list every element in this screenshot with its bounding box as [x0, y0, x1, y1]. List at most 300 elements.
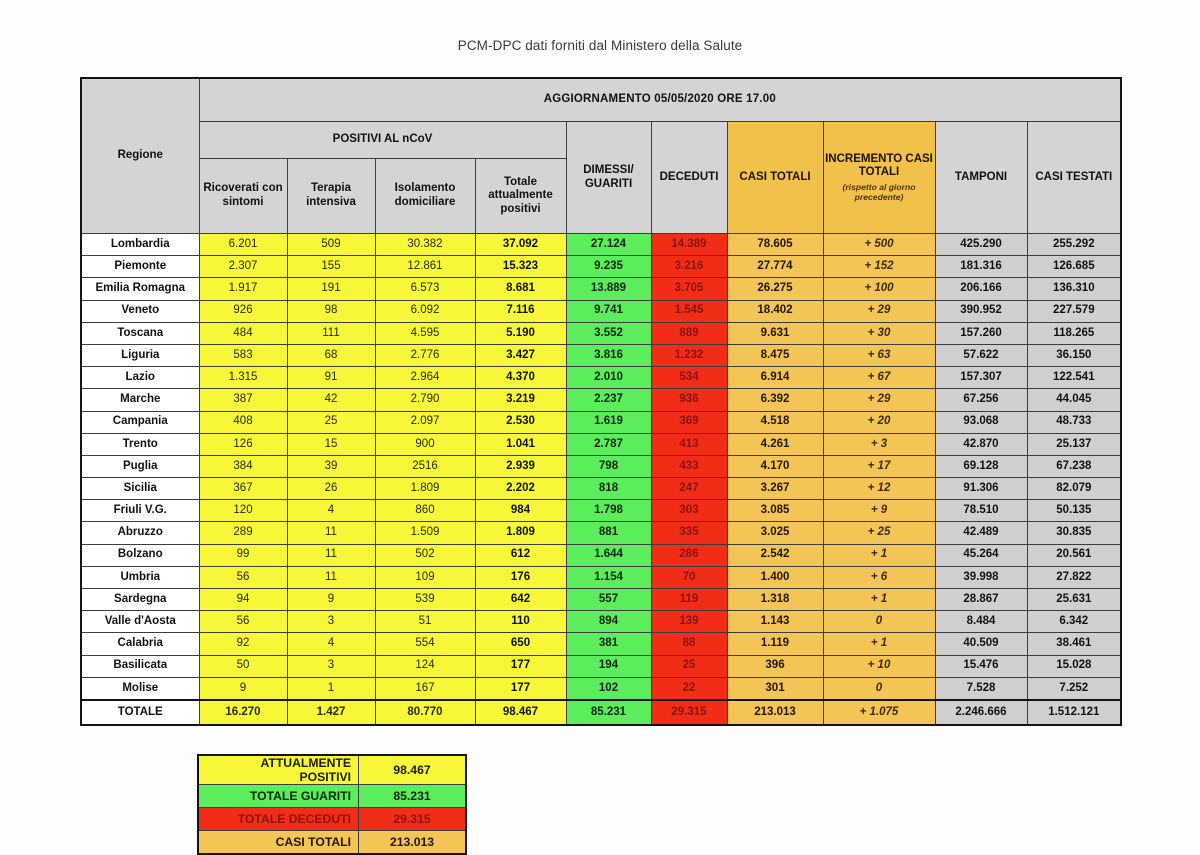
- header-tamponi: TAMPONI: [935, 122, 1027, 234]
- cell-deceduti: 534: [651, 367, 727, 389]
- cell-dimessi: 9.741: [566, 300, 651, 322]
- cell-terapia: 91: [287, 367, 375, 389]
- header-row-group: [81, 122, 1121, 159]
- cell-deceduti: 936: [651, 389, 727, 411]
- cell-isolamento: 124: [375, 655, 475, 677]
- cell-deceduti: 369: [651, 411, 727, 433]
- cell-casi-totali: 4.261: [727, 433, 823, 455]
- cell-dimessi: 381: [566, 633, 651, 655]
- cell-tamponi: 40.509: [935, 633, 1027, 655]
- cell-totale-positivi: 4.370: [475, 367, 566, 389]
- cell-tamponi: 91.306: [935, 478, 1027, 500]
- cell-casi-totali: 301: [727, 677, 823, 700]
- cell-terapia: 1: [287, 677, 375, 700]
- cell-deceduti: 286: [651, 544, 727, 566]
- cell-tamponi: 28.867: [935, 589, 1027, 611]
- summary-legend-body: [198, 755, 466, 854]
- cell-terapia: 68: [287, 344, 375, 366]
- cell-totale-positivi: 2.202: [475, 478, 566, 500]
- cell-isolamento: 30.382: [375, 234, 475, 256]
- legend-row: [198, 755, 466, 785]
- cell-dimessi: 27.124: [566, 234, 651, 256]
- cell-deceduti: 29.315: [651, 700, 727, 725]
- cell-terapia: 191: [287, 278, 375, 300]
- cell-incremento: + 10: [823, 655, 935, 677]
- cell-isolamento: 1.509: [375, 522, 475, 544]
- legend-value: 98.467: [359, 755, 467, 785]
- cell-isolamento: 2.776: [375, 344, 475, 366]
- cell-incremento: + 1: [823, 633, 935, 655]
- legend-row: [198, 807, 466, 830]
- cell-deceduti: 335: [651, 522, 727, 544]
- cell-tamponi: 425.290: [935, 234, 1027, 256]
- cell-terapia: 15: [287, 433, 375, 455]
- cell-dimessi: 557: [566, 589, 651, 611]
- cell-totale-positivi: 98.467: [475, 700, 566, 725]
- cell-casi-testati: 30.835: [1027, 522, 1121, 544]
- cell-dimessi: 2.010: [566, 367, 651, 389]
- cell-casi-testati: 82.079: [1027, 478, 1121, 500]
- cell-casi-testati: 15.028: [1027, 655, 1121, 677]
- cell-ricoverati: 6.201: [199, 234, 287, 256]
- cell-deceduti: 70: [651, 566, 727, 588]
- cell-casi-totali: 9.631: [727, 322, 823, 344]
- cell-incremento: + 9: [823, 500, 935, 522]
- cell-ricoverati: 120: [199, 500, 287, 522]
- cell-dimessi: 1.644: [566, 544, 651, 566]
- cell-regione: Abruzzo: [81, 522, 199, 544]
- cell-casi-testati: 38.461: [1027, 633, 1121, 655]
- header-totale-attualmente-positivi: Totale attualmente positivi: [475, 159, 566, 234]
- header-incremento: [823, 122, 935, 234]
- cell-regione: Valle d'Aosta: [81, 611, 199, 633]
- table-row: [81, 455, 1121, 477]
- cell-dimessi: 1.798: [566, 500, 651, 522]
- cell-deceduti: 413: [651, 433, 727, 455]
- cell-ricoverati: 408: [199, 411, 287, 433]
- cell-isolamento: 502: [375, 544, 475, 566]
- table-row: [81, 411, 1121, 433]
- header-group-positivi: POSITIVI AL nCoV: [199, 122, 566, 159]
- cell-regione: Sicilia: [81, 478, 199, 500]
- cell-isolamento: 167: [375, 677, 475, 700]
- cell-terapia: 11: [287, 522, 375, 544]
- cell-isolamento: 6.573: [375, 278, 475, 300]
- cell-terapia: 9: [287, 589, 375, 611]
- cell-ricoverati: 50: [199, 655, 287, 677]
- header-regione: Regione: [81, 78, 199, 234]
- cell-regione: Puglia: [81, 455, 199, 477]
- cell-totale-positivi: 176: [475, 566, 566, 588]
- cell-tamponi: 69.128: [935, 455, 1027, 477]
- table-row: [81, 677, 1121, 700]
- cell-casi-totali: 6.392: [727, 389, 823, 411]
- cell-deceduti: 889: [651, 322, 727, 344]
- cell-casi-totali: 4.518: [727, 411, 823, 433]
- cell-casi-testati: 118.265: [1027, 322, 1121, 344]
- cell-deceduti: 14.389: [651, 234, 727, 256]
- cell-tamponi: 157.260: [935, 322, 1027, 344]
- cell-isolamento: 12.861: [375, 256, 475, 278]
- cell-regione: Lazio: [81, 367, 199, 389]
- cell-deceduti: 3.705: [651, 278, 727, 300]
- cell-incremento: + 3: [823, 433, 935, 455]
- cell-ricoverati: 367: [199, 478, 287, 500]
- cell-dimessi: 13.889: [566, 278, 651, 300]
- cell-deceduti: 119: [651, 589, 727, 611]
- cell-totale-positivi: 3.427: [475, 344, 566, 366]
- cell-totale-positivi: 612: [475, 544, 566, 566]
- cell-casi-testati: 44.045: [1027, 389, 1121, 411]
- cell-terapia: 155: [287, 256, 375, 278]
- cell-terapia: 98: [287, 300, 375, 322]
- cell-totale-positivi: 1.809: [475, 522, 566, 544]
- cell-terapia: 111: [287, 322, 375, 344]
- cell-casi-testati: 67.238: [1027, 455, 1121, 477]
- cell-casi-totali: 2.542: [727, 544, 823, 566]
- legend-label: TOTALE DECEDUTI: [198, 807, 359, 830]
- header-casi-totali: CASI TOTALI: [727, 122, 823, 234]
- table-row: [81, 544, 1121, 566]
- cell-regione: Toscana: [81, 322, 199, 344]
- cell-casi-totali: 396: [727, 655, 823, 677]
- cell-isolamento: 4.595: [375, 322, 475, 344]
- cell-regione: Lombardia: [81, 234, 199, 256]
- cell-dimessi: 102: [566, 677, 651, 700]
- cell-ricoverati: 583: [199, 344, 287, 366]
- cell-terapia: 11: [287, 544, 375, 566]
- cell-ricoverati: 1.917: [199, 278, 287, 300]
- cell-incremento: 0: [823, 677, 935, 700]
- cell-terapia: 509: [287, 234, 375, 256]
- document-source-title: PCM-DPC dati forniti dal Ministero della Salute: [457, 38, 743, 53]
- cell-ricoverati: 9: [199, 677, 287, 700]
- cell-terapia: 3: [287, 611, 375, 633]
- cell-dimessi: 85.231: [566, 700, 651, 725]
- cell-incremento: + 63: [823, 344, 935, 366]
- cell-totale-positivi: 3.219: [475, 389, 566, 411]
- cell-casi-totali: 1.318: [727, 589, 823, 611]
- cell-tamponi: 206.166: [935, 278, 1027, 300]
- cell-dimessi: 194: [566, 655, 651, 677]
- cell-casi-totali: 1.143: [727, 611, 823, 633]
- table-row: [81, 655, 1121, 677]
- summary-legend-table: [197, 754, 467, 855]
- header-terapia-intensiva: Terapia intensiva: [287, 159, 375, 234]
- cell-casi-testati: 36.150: [1027, 344, 1121, 366]
- cell-incremento: + 12: [823, 478, 935, 500]
- header-ricoverati: Ricoverati con sintomi: [199, 159, 287, 234]
- cell-totale-positivi: 37.092: [475, 234, 566, 256]
- cell-totale-positivi: 1.041: [475, 433, 566, 455]
- cell-terapia: 42: [287, 389, 375, 411]
- legend-row: [198, 830, 466, 854]
- table-row: [81, 367, 1121, 389]
- main-table-container: [80, 77, 1120, 726]
- cell-regione: TOTALE: [81, 700, 199, 725]
- cell-dimessi: 1.619: [566, 411, 651, 433]
- legend-label: ATTUALMENTE POSITIVI: [198, 755, 359, 785]
- header-update-banner: AGGIORNAMENTO 05/05/2020 ORE 17.00: [199, 78, 1121, 122]
- cell-tamponi: 15.476: [935, 655, 1027, 677]
- cell-tamponi: 8.484: [935, 611, 1027, 633]
- cell-totale-positivi: 5.190: [475, 322, 566, 344]
- cell-incremento: + 30: [823, 322, 935, 344]
- cell-casi-testati: 25.631: [1027, 589, 1121, 611]
- table-row: [81, 566, 1121, 588]
- cell-tamponi: 67.256: [935, 389, 1027, 411]
- cell-casi-totali: 3.085: [727, 500, 823, 522]
- cell-isolamento: 2.097: [375, 411, 475, 433]
- cell-casi-testati: 50.135: [1027, 500, 1121, 522]
- cell-regione: Campania: [81, 411, 199, 433]
- cell-casi-totali: 18.402: [727, 300, 823, 322]
- cell-casi-testati: 255.292: [1027, 234, 1121, 256]
- cell-regione: Basilicata: [81, 655, 199, 677]
- table-row: [81, 589, 1121, 611]
- cell-tamponi: 181.316: [935, 256, 1027, 278]
- cell-isolamento: 554: [375, 633, 475, 655]
- cell-casi-totali: 3.025: [727, 522, 823, 544]
- cell-totale-positivi: 650: [475, 633, 566, 655]
- cell-dimessi: 1.154: [566, 566, 651, 588]
- cell-casi-testati: 6.342: [1027, 611, 1121, 633]
- cell-regione: Liguria: [81, 344, 199, 366]
- cell-isolamento: 80.770: [375, 700, 475, 725]
- cell-incremento: + 1.075: [823, 700, 935, 725]
- cell-incremento: + 6: [823, 566, 935, 588]
- cell-dimessi: 3.816: [566, 344, 651, 366]
- cell-terapia: 3: [287, 655, 375, 677]
- cell-totale-positivi: 984: [475, 500, 566, 522]
- cell-ricoverati: 126: [199, 433, 287, 455]
- legend-value: 85.231: [359, 784, 467, 807]
- cell-tamponi: 157.307: [935, 367, 1027, 389]
- cell-deceduti: 433: [651, 455, 727, 477]
- cell-casi-totali: 27.774: [727, 256, 823, 278]
- cell-dimessi: 2.237: [566, 389, 651, 411]
- cell-terapia: 4: [287, 500, 375, 522]
- cell-casi-testati: 48.733: [1027, 411, 1121, 433]
- cell-regione: Bolzano: [81, 544, 199, 566]
- header-isolamento-domiciliare: Isolamento domiciliare: [375, 159, 475, 234]
- cell-deceduti: 25: [651, 655, 727, 677]
- cell-ricoverati: 16.270: [199, 700, 287, 725]
- cell-isolamento: 539: [375, 589, 475, 611]
- cell-dimessi: 894: [566, 611, 651, 633]
- cell-ricoverati: 384: [199, 455, 287, 477]
- cell-regione: Trento: [81, 433, 199, 455]
- cell-incremento: + 20: [823, 411, 935, 433]
- table-row: [81, 433, 1121, 455]
- cell-ricoverati: 94: [199, 589, 287, 611]
- cell-ricoverati: 926: [199, 300, 287, 322]
- cell-totale-positivi: 2.530: [475, 411, 566, 433]
- cell-tamponi: 39.998: [935, 566, 1027, 588]
- cell-totale-positivi: 110: [475, 611, 566, 633]
- cell-casi-totali: 4.170: [727, 455, 823, 477]
- cell-deceduti: 1.232: [651, 344, 727, 366]
- cell-tamponi: 57.622: [935, 344, 1027, 366]
- cell-incremento: + 1: [823, 589, 935, 611]
- cell-regione: Calabria: [81, 633, 199, 655]
- cell-ricoverati: 289: [199, 522, 287, 544]
- table-row: [81, 633, 1121, 655]
- cell-isolamento: 6.092: [375, 300, 475, 322]
- table-row: [81, 278, 1121, 300]
- cell-ricoverati: 387: [199, 389, 287, 411]
- cell-incremento: 0: [823, 611, 935, 633]
- cell-deceduti: 22: [651, 677, 727, 700]
- header-incremento-label: INCREMENTO CASI TOTALI: [825, 152, 933, 179]
- cell-ricoverati: 99: [199, 544, 287, 566]
- cell-casi-testati: 1.512.121: [1027, 700, 1121, 725]
- cell-casi-totali: 1.119: [727, 633, 823, 655]
- cell-incremento: + 67: [823, 367, 935, 389]
- cell-isolamento: 109: [375, 566, 475, 588]
- legend-row: [198, 784, 466, 807]
- legend-value: 29.315: [359, 807, 467, 830]
- cell-ricoverati: 1.315: [199, 367, 287, 389]
- cell-totale-positivi: 7.116: [475, 300, 566, 322]
- cell-casi-totali: 1.400: [727, 566, 823, 588]
- legend-value: 213.013: [359, 830, 467, 854]
- cell-deceduti: 1.545: [651, 300, 727, 322]
- cell-dimessi: 2.787: [566, 433, 651, 455]
- cell-regione: Emilia Romagna: [81, 278, 199, 300]
- header-deceduti: DECEDUTI: [651, 122, 727, 234]
- cell-casi-testati: 122.541: [1027, 367, 1121, 389]
- cell-casi-totali: 8.475: [727, 344, 823, 366]
- cell-casi-totali: 6.914: [727, 367, 823, 389]
- cell-isolamento: 2.790: [375, 389, 475, 411]
- cell-tamponi: 42.489: [935, 522, 1027, 544]
- cell-regione: Molise: [81, 677, 199, 700]
- cell-deceduti: 88: [651, 633, 727, 655]
- summary-legend-container: [197, 754, 467, 855]
- cell-deceduti: 303: [651, 500, 727, 522]
- table-row: [81, 611, 1121, 633]
- cell-incremento: + 152: [823, 256, 935, 278]
- table-body: [81, 234, 1121, 725]
- cell-regione: Marche: [81, 389, 199, 411]
- cell-casi-testati: 27.822: [1027, 566, 1121, 588]
- cell-tamponi: 42.870: [935, 433, 1027, 455]
- cell-incremento: + 29: [823, 389, 935, 411]
- cell-tamponi: 2.246.666: [935, 700, 1027, 725]
- cell-dimessi: 3.552: [566, 322, 651, 344]
- cell-totale-positivi: 177: [475, 677, 566, 700]
- table-header: [81, 78, 1121, 234]
- cell-regione: Friuli V.G.: [81, 500, 199, 522]
- header-dimessi-guariti: DIMESSI/ GUARITI: [566, 122, 651, 234]
- cell-casi-totali: 26.275: [727, 278, 823, 300]
- cell-incremento: + 500: [823, 234, 935, 256]
- cell-terapia: 25: [287, 411, 375, 433]
- header-incremento-note: (rispetto al giorno precedente): [842, 181, 916, 202]
- cell-casi-testati: 227.579: [1027, 300, 1121, 322]
- cell-deceduti: 139: [651, 611, 727, 633]
- cell-casi-testati: 136.310: [1027, 278, 1121, 300]
- cell-casi-testati: 20.561: [1027, 544, 1121, 566]
- cell-dimessi: 798: [566, 455, 651, 477]
- cell-regione: Veneto: [81, 300, 199, 322]
- covid-regions-table: [80, 77, 1122, 726]
- header-row-banner: [81, 78, 1121, 122]
- cell-casi-testati: 126.685: [1027, 256, 1121, 278]
- cell-ricoverati: 56: [199, 611, 287, 633]
- cell-ricoverati: 484: [199, 322, 287, 344]
- cell-ricoverati: 2.307: [199, 256, 287, 278]
- cell-incremento: + 29: [823, 300, 935, 322]
- legend-label: CASI TOTALI: [198, 830, 359, 854]
- cell-dimessi: 9.235: [566, 256, 651, 278]
- cell-terapia: 4: [287, 633, 375, 655]
- cell-incremento: + 25: [823, 522, 935, 544]
- table-row: [81, 478, 1121, 500]
- cell-totale-positivi: 8.681: [475, 278, 566, 300]
- table-row: [81, 256, 1121, 278]
- table-row: [81, 500, 1121, 522]
- table-row: [81, 322, 1121, 344]
- table-row: [81, 234, 1121, 256]
- cell-isolamento: 51: [375, 611, 475, 633]
- cell-incremento: + 17: [823, 455, 935, 477]
- cell-tamponi: 93.068: [935, 411, 1027, 433]
- cell-totale-positivi: 15.323: [475, 256, 566, 278]
- cell-dimessi: 818: [566, 478, 651, 500]
- cell-totale-positivi: 2.939: [475, 455, 566, 477]
- table-row: [81, 300, 1121, 322]
- cell-ricoverati: 56: [199, 566, 287, 588]
- cell-terapia: 1.427: [287, 700, 375, 725]
- cell-incremento: + 1: [823, 544, 935, 566]
- cell-ricoverati: 92: [199, 633, 287, 655]
- header-casi-testati: CASI TESTATI: [1027, 122, 1121, 234]
- cell-terapia: 39: [287, 455, 375, 477]
- cell-terapia: 11: [287, 566, 375, 588]
- cell-totale-positivi: 177: [475, 655, 566, 677]
- table-row: [81, 522, 1121, 544]
- cell-casi-totali: 3.267: [727, 478, 823, 500]
- cell-totale-positivi: 642: [475, 589, 566, 611]
- cell-regione: Sardegna: [81, 589, 199, 611]
- cell-deceduti: 247: [651, 478, 727, 500]
- cell-tamponi: 45.264: [935, 544, 1027, 566]
- cell-isolamento: 2516: [375, 455, 475, 477]
- table-row: [81, 389, 1121, 411]
- cell-tamponi: 78.510: [935, 500, 1027, 522]
- cell-dimessi: 881: [566, 522, 651, 544]
- cell-casi-totali: 213.013: [727, 700, 823, 725]
- cell-isolamento: 1.809: [375, 478, 475, 500]
- cell-casi-totali: 78.605: [727, 234, 823, 256]
- table-row: [81, 344, 1121, 366]
- cell-isolamento: 860: [375, 500, 475, 522]
- cell-casi-testati: 25.137: [1027, 433, 1121, 455]
- cell-regione: Umbria: [81, 566, 199, 588]
- legend-label: TOTALE GUARITI: [198, 784, 359, 807]
- cell-tamponi: 390.952: [935, 300, 1027, 322]
- cell-deceduti: 3.216: [651, 256, 727, 278]
- cell-tamponi: 7.528: [935, 677, 1027, 700]
- cell-incremento: + 100: [823, 278, 935, 300]
- cell-regione: Piemonte: [81, 256, 199, 278]
- table-total-row: [81, 700, 1121, 725]
- cell-isolamento: 900: [375, 433, 475, 455]
- cell-isolamento: 2.964: [375, 367, 475, 389]
- cell-terapia: 26: [287, 478, 375, 500]
